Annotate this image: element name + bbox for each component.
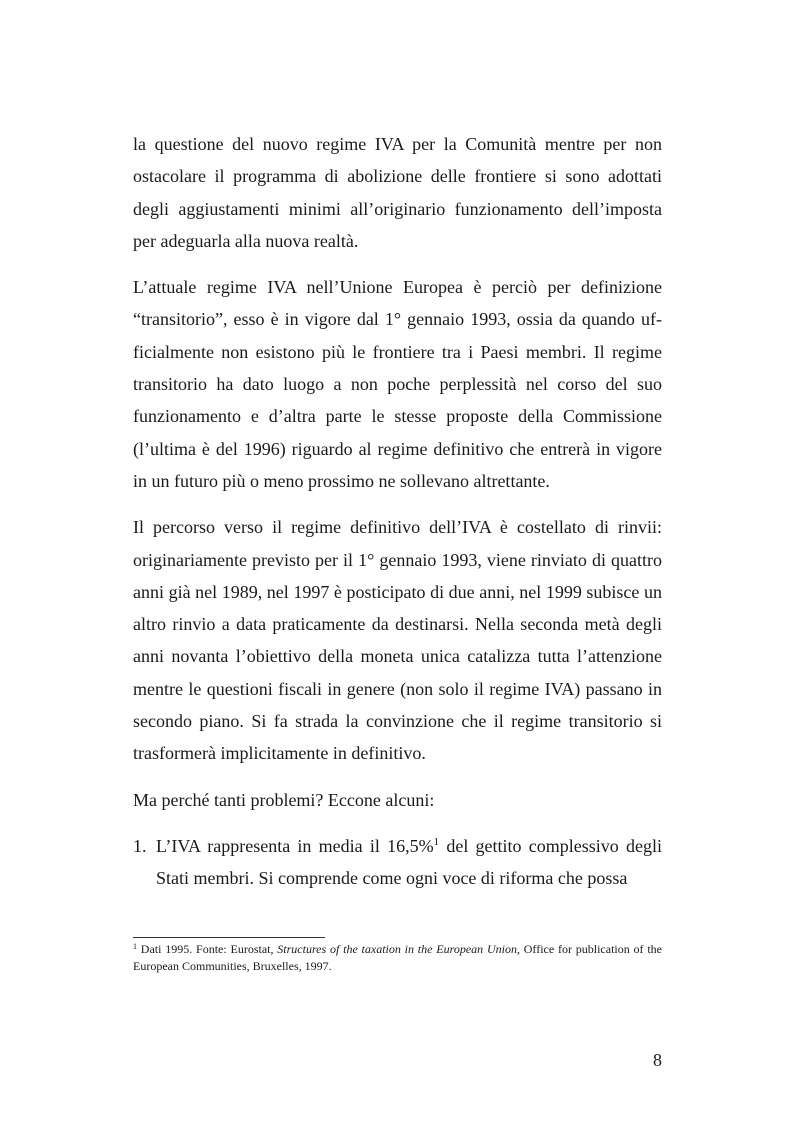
list-item-text: L’IVA rappresenta in media il 16,5%	[156, 835, 434, 856]
footnote-divider	[133, 937, 325, 938]
paragraph-4: Ma perché tanti problemi? Eccone alcuni:	[133, 789, 435, 810]
list-item-number: 1.	[133, 835, 147, 856]
footnote-text: Dati 1995. Fonte: Eurostat,	[137, 942, 278, 956]
footnote-text-continued: , Office for publication of the European Communities, Bruxelles, 1997.	[133, 942, 662, 973]
paragraph-2: L’attuale regime IVA nell’Unione Europea è perciò per definizione “transitorio”, esso è in vigore dal 1° gennaio 1993, ossia da quando ufficialmente non esistono più le frontiere tra i Paesi membri. Il regime transitorio ha dato luogo a non poche perplessità nel corso del suo funzionamento e d’altra parte le stesse proposte della Commissione (l’ultima è del 1996) riguardo al regime definitivo che entrerà in vigore in un futuro più o meno prossimo ne sollevano altrettante.	[133, 277, 662, 491]
page-number: 8	[653, 1050, 662, 1070]
paragraph-3: Il percorso verso il regime definitivo dell’IVA è costellato di rinvii: originariamente previsto per il 1° gennaio 1993, viene rinviato di quattro anni già nel 1989, nel 1997 è posticipato di due anni, nel 1999 subisce un altro rinvio a data praticamente da destinarsi. Nella seconda metà degli anni novanta l’obiettivo della moneta unica catalizza tutta l’attenzione mentre le questioni fiscali in genere (non solo il regime IVA) passano in secondo piano. Si fa strada la convinzione che il regime transitorio si trasformerà implicitamente in definitivo.	[133, 517, 662, 764]
footnote	[133, 941, 662, 975]
list-item-text-continued: del gettito complessivo degli Stati membri. Si comprende come ogni voce di riforma che possa	[156, 835, 662, 889]
page-body	[133, 128, 662, 895]
paragraph-1: la questione del nuovo regime IVA per la Comunità mentre per non ostacolare il programma di abolizione delle frontiere si sono adottati degli aggiustamenti minimi all’originario funzionamento dell’imposta per adeguarla alla nuova realtà.	[133, 134, 662, 251]
footnote-marker: 1	[133, 942, 137, 951]
list-item	[133, 830, 662, 895]
footnote-cited-title: Structures of the taxation in the European Union	[277, 942, 517, 956]
footnote-reference[interactable]: 1	[433, 835, 440, 848]
numbered-list	[133, 830, 662, 895]
